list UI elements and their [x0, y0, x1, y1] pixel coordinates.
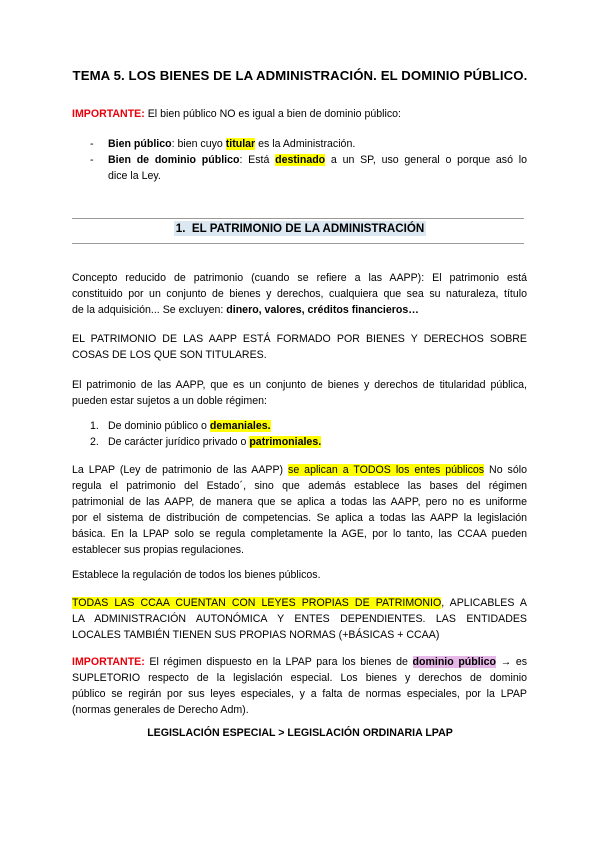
- p7-text: → es: [496, 656, 528, 668]
- p3-line: pueden estar sujetos a un doble régimen:: [72, 395, 267, 407]
- highlight-destinado: destinado: [275, 154, 326, 166]
- p7-line: SUPLETORIO respecto de la legislación especial. Los bienes y derechos de dominio: [72, 672, 527, 684]
- bullet-text: a un SP, uso general o porque asó lo: [325, 154, 527, 166]
- bullet-item-bien-publico: [108, 136, 528, 152]
- p4-line: regula el patrimonio del Estado´, sino que además establece las bases del régimen: [72, 480, 527, 492]
- list-item-patrimoniales: [108, 434, 321, 450]
- highlight-leyes-propias: TODAS LAS CCAA CUENTAN CON LEYES PROPIAS DE PATRIMONIO: [72, 597, 442, 609]
- p7-line: (normas generales de Derecho Adm).: [72, 704, 249, 716]
- section-number: 1.: [175, 222, 186, 235]
- bullet-mark: -: [90, 154, 94, 166]
- intro-text: El bien público NO es igual a bien de dominio público:: [144, 108, 401, 120]
- section-rule-bottom: [72, 243, 524, 244]
- highlight-titular: titular: [225, 138, 256, 150]
- highlight-demaniales: demaniales.: [209, 420, 271, 432]
- section-heading-box: [174, 221, 426, 236]
- p4-line: patrimonial de las AAPP, de manera que se aplica a todas las AAPP, pero no es uniforme: [72, 496, 527, 508]
- highlight-patrimoniales: patrimoniales.: [249, 436, 322, 448]
- p6-line: LOCALES TAMBIÉN TIENEN SUS PROPIAS NORMAS (+BÁSICAS + CCAA): [72, 629, 440, 641]
- p7-text: El régimen dispuesto en la LPAP para los bienes de: [144, 656, 413, 668]
- p4-text: No sólo: [484, 464, 527, 476]
- list-number: 1.: [90, 420, 99, 432]
- bullet-term: Bien público: [108, 138, 172, 150]
- p7-line: público se regirán por sus leyes especiales, y a falta de normas especiales, por la LPAP: [72, 688, 527, 700]
- highlight-entes-publicos: se aplican a TODOS los entes públicos: [288, 464, 485, 476]
- important-label: IMPORTANTE:: [72, 656, 145, 668]
- section-rule-top: [72, 218, 524, 219]
- list-item-demaniales: [108, 418, 271, 434]
- p1-line: constituido por un conjunto de bienes y derechos, cualquiera que sea su naturaleza, título: [72, 288, 527, 300]
- list-number: 2.: [90, 436, 99, 448]
- bullet-mark: -: [90, 138, 94, 150]
- p6-line: LA ADMINISTRACIÓN AUTONÓMICA Y ENTES DEPENDIENTES. LAS ENTIDADES: [72, 613, 527, 625]
- bullet-text: : Está: [239, 154, 276, 166]
- legislation-rule: LEGISLACIÓN ESPECIAL > LEGISLACIÓN ORDINARIA LPAP: [147, 727, 453, 739]
- p1-text: de la adquisición... Se excluyen:: [72, 304, 227, 316]
- p6-line: [72, 595, 527, 611]
- p4-line: establecer sus propias regulaciones.: [72, 544, 244, 556]
- list-text: De carácter jurídico privado o: [108, 436, 250, 448]
- p2-line: EL PATRIMONIO DE LAS AAPP ESTÁ FORMADO POR BIENES Y DERECHOS SOBRE: [72, 333, 527, 345]
- page-title: TEMA 5. LOS BIENES DE LA ADMINISTRACIÓN. EL DOMINIO PÚBLICO.: [72, 68, 528, 83]
- p1-line: Concepto reducido de patrimonio (cuando se refiere a las AAPP): El patrimonio está: [72, 272, 527, 284]
- p1-bold-text: dinero, valores, créditos financieros…: [226, 304, 419, 316]
- section-title: EL PATRIMONIO DE LA ADMINISTRACIÓN: [191, 222, 425, 235]
- p1-line: [72, 302, 527, 318]
- bullet-continuation: dice la Ley.: [108, 170, 161, 182]
- important-label: IMPORTANTE:: [72, 108, 145, 120]
- p7-line: [72, 654, 527, 670]
- bullet-item-dominio-publico: [108, 152, 527, 168]
- p4-text: La LPAP (Ley de patrimonio de las AAPP): [72, 464, 289, 476]
- highlight-dominio-publico: dominio público: [412, 656, 496, 668]
- p2-line: COSAS DE LOS QUE SON TITULARES.: [72, 349, 267, 361]
- bullet-text: es la Administración.: [255, 138, 356, 150]
- section-heading: [0, 222, 600, 235]
- p4-line: [72, 462, 527, 478]
- list-text: De dominio público o: [108, 420, 210, 432]
- p4-line: básica. En la LPAP solo se regula completamente la AGE, por lo tanto, las CCAA pueden: [72, 528, 527, 540]
- p5-line: Establece la regulación de todos los bienes públicos.: [72, 569, 321, 581]
- p4-line: por el sistema de distribución de competencias. Se aplica a todas las AAPP la legislación: [72, 512, 527, 524]
- bullet-term: Bien de dominio público: [108, 154, 240, 166]
- p6-text: , APLICABLES A: [441, 597, 527, 609]
- p3-line: El patrimonio de las AAPP, que es un conjunto de bienes y derechos de titularidad pública,: [72, 379, 527, 391]
- bullet-text: : bien cuyo: [171, 138, 226, 150]
- intro-paragraph: [72, 106, 532, 122]
